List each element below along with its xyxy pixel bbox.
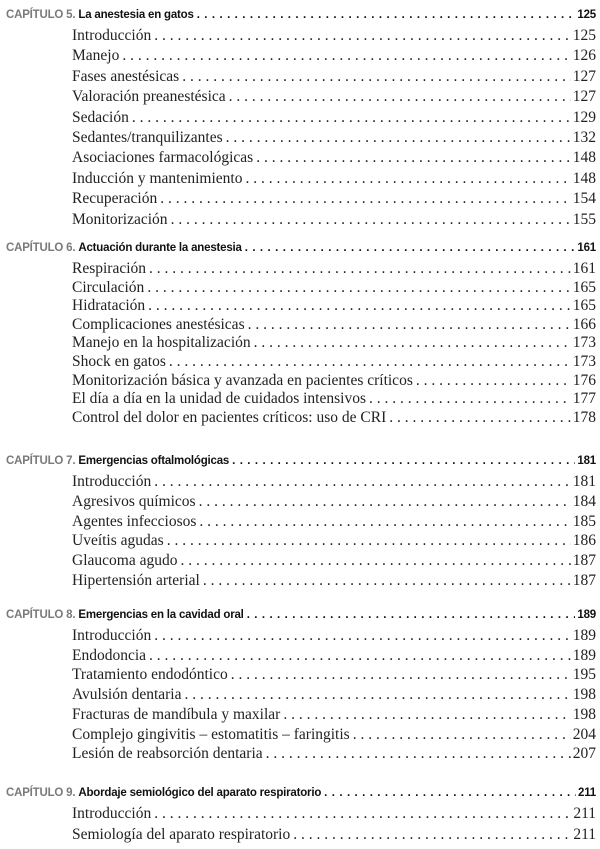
chapter-title: La anestesia en gatos bbox=[78, 9, 194, 21]
entry-page-number: 148 bbox=[572, 149, 596, 167]
entry-page-number: 161 bbox=[572, 260, 596, 277]
dot-leader bbox=[386, 409, 571, 427]
toc-entry[interactable] bbox=[0, 334, 600, 353]
toc-entry[interactable] bbox=[0, 493, 600, 513]
entry-page-number: 181 bbox=[572, 473, 596, 490]
entry-page-number: 207 bbox=[572, 745, 596, 763]
entry-page-number: 165 bbox=[572, 278, 596, 296]
entry-title: Introducción bbox=[72, 473, 152, 490]
dot-leader bbox=[196, 513, 570, 531]
dot-leader bbox=[151, 805, 571, 823]
entry-title: Semiología del aparato respiratorio bbox=[72, 825, 291, 843]
dot-leader bbox=[119, 47, 570, 65]
chapter-page-number: 125 bbox=[577, 9, 596, 21]
chapter-heading[interactable] bbox=[0, 451, 600, 471]
toc-entry[interactable] bbox=[0, 627, 600, 647]
toc-entry[interactable] bbox=[0, 409, 600, 428]
dot-leader bbox=[280, 706, 570, 724]
dot-leader bbox=[157, 190, 571, 208]
dot-leader bbox=[164, 532, 571, 550]
chapter-title: Abordaje semiológico del aparato respiratorio bbox=[78, 787, 322, 799]
entry-page-number: 155 bbox=[572, 210, 596, 228]
entry-page-number: 211 bbox=[573, 805, 596, 822]
entry-title: Sedantes/tranquilizantes bbox=[72, 129, 223, 146]
entry-page-number: 198 bbox=[572, 686, 596, 704]
entry-title: Glaucoma agudo bbox=[72, 552, 178, 570]
entry-title: Avulsión dentaria bbox=[72, 686, 182, 704]
entry-title: Complicaciones anestésicas bbox=[72, 315, 245, 333]
entry-page-number: 185 bbox=[572, 512, 596, 530]
chapter-heading[interactable] bbox=[0, 5, 600, 25]
toc-entry[interactable] bbox=[0, 68, 600, 88]
toc-entry[interactable] bbox=[0, 552, 600, 572]
chapter-section bbox=[0, 783, 600, 843]
dot-leader bbox=[196, 493, 571, 511]
dot-leader bbox=[145, 297, 571, 315]
dot-leader bbox=[146, 260, 571, 278]
chapter-heading[interactable] bbox=[0, 238, 600, 258]
entry-title: Uveítis agudas bbox=[72, 532, 164, 550]
entry-title: Sedación bbox=[72, 108, 129, 126]
toc-entry[interactable] bbox=[0, 88, 600, 108]
toc-entry[interactable] bbox=[0, 513, 600, 533]
chapter-label: CAPÍTULO 6. bbox=[6, 242, 76, 254]
entry-title: Manejo en la hospitalización bbox=[72, 334, 251, 352]
dot-leader bbox=[177, 552, 570, 570]
dot-leader bbox=[229, 451, 575, 471]
entry-title: Tratamiento endodóntico bbox=[72, 666, 228, 684]
chapter-heading[interactable] bbox=[0, 605, 600, 625]
entry-title: Hidratación bbox=[72, 297, 146, 315]
entry-page-number: 148 bbox=[572, 169, 596, 187]
dot-leader bbox=[253, 149, 571, 167]
toc-entry[interactable] bbox=[0, 572, 600, 592]
chapter-heading[interactable] bbox=[0, 783, 600, 803]
dot-leader bbox=[251, 334, 571, 352]
entry-page-number: 177 bbox=[572, 390, 596, 408]
dot-leader bbox=[226, 88, 571, 106]
entry-title: Introducción bbox=[72, 627, 152, 644]
chapter-title: Actuación durante la anestesia bbox=[78, 242, 242, 254]
chapter-page-number: 161 bbox=[577, 242, 596, 254]
dot-leader bbox=[242, 238, 576, 258]
entry-page-number: 204 bbox=[572, 725, 596, 743]
dot-leader bbox=[166, 353, 571, 371]
entry-page-number: 189 bbox=[572, 627, 596, 644]
toc-entry[interactable] bbox=[0, 170, 600, 190]
dot-leader bbox=[179, 68, 571, 86]
entry-title: Fracturas de mandíbula y maxilar bbox=[72, 705, 281, 723]
entry-page-number: 127 bbox=[572, 88, 596, 106]
dot-leader bbox=[181, 686, 570, 704]
entry-title: Control del dolor en pacientes críticos: uso de CRI bbox=[72, 408, 387, 426]
entry-page-number: 195 bbox=[572, 666, 596, 684]
entry-page-number: 127 bbox=[572, 67, 596, 85]
entry-title: Asociaciones farmacológicas bbox=[72, 149, 254, 167]
toc-entry[interactable] bbox=[0, 745, 600, 765]
chapter-label: CAPÍTULO 9. bbox=[6, 787, 76, 799]
entry-title: Agresivos químicos bbox=[72, 492, 196, 510]
chapter-label: CAPÍTULO 7. bbox=[6, 455, 76, 467]
toc-entry[interactable] bbox=[0, 211, 600, 231]
entry-title: El día a día en la unidad de cuidados intensivos bbox=[72, 390, 366, 408]
dot-leader bbox=[129, 109, 571, 127]
entry-page-number: 198 bbox=[572, 705, 596, 723]
entry-title: Fases anestésicas bbox=[72, 67, 180, 85]
chapter-section bbox=[0, 451, 600, 589]
chapter-page-number: 189 bbox=[577, 609, 596, 621]
entry-page-number: 189 bbox=[572, 646, 596, 664]
entry-page-number: 184 bbox=[572, 492, 596, 510]
entry-page-number: 187 bbox=[572, 572, 596, 589]
toc-entry[interactable] bbox=[0, 316, 600, 335]
entry-title: Agentes infecciosos bbox=[72, 512, 197, 530]
entry-title: Circulación bbox=[72, 278, 145, 296]
entry-page-number: 176 bbox=[572, 371, 596, 389]
toc-entry[interactable] bbox=[0, 190, 600, 210]
entry-title: Inducción y mantenimiento bbox=[72, 169, 243, 187]
entry-title: Respiración bbox=[72, 260, 147, 277]
toc-entry[interactable] bbox=[0, 260, 600, 279]
toc-entry[interactable] bbox=[0, 666, 600, 686]
dot-leader bbox=[168, 211, 571, 229]
entry-title: Complejo gingivitis – estomatitis – faringitis bbox=[72, 725, 350, 743]
toc-entry[interactable] bbox=[0, 279, 600, 298]
toc-entry[interactable] bbox=[0, 297, 600, 316]
entry-title: Monitorización bbox=[72, 210, 168, 228]
entry-page-number: 125 bbox=[572, 27, 596, 44]
dot-leader bbox=[228, 666, 571, 684]
dot-leader bbox=[194, 5, 576, 25]
dot-leader bbox=[146, 647, 571, 665]
toc-entry[interactable] bbox=[0, 129, 600, 149]
toc-entry[interactable] bbox=[0, 149, 600, 169]
entry-title: Hipertensión arterial bbox=[72, 572, 200, 589]
entry-page-number: 129 bbox=[572, 108, 596, 126]
dot-leader bbox=[413, 372, 571, 390]
entry-title: Endodoncia bbox=[72, 646, 147, 664]
entry-title: Introducción bbox=[72, 27, 152, 44]
dot-leader bbox=[144, 279, 570, 297]
toc-entry[interactable] bbox=[0, 686, 600, 706]
dot-leader bbox=[263, 745, 571, 763]
entry-title: Recuperación bbox=[72, 190, 158, 208]
chapter-section bbox=[0, 5, 600, 228]
dot-leader bbox=[290, 826, 571, 844]
chapter-page-number: 181 bbox=[577, 455, 596, 467]
dot-leader bbox=[200, 572, 571, 590]
entry-page-number: 178 bbox=[572, 408, 596, 426]
entry-page-number: 132 bbox=[572, 129, 596, 146]
toc-entry[interactable] bbox=[0, 706, 600, 726]
entry-title: Manejo bbox=[72, 47, 120, 65]
entry-page-number: 126 bbox=[572, 47, 596, 65]
chapter-title: Emergencias en la cavidad oral bbox=[78, 609, 244, 621]
chapter-page-number: 211 bbox=[578, 787, 596, 799]
entry-title: Shock en gatos bbox=[72, 353, 166, 370]
entry-title: Introducción bbox=[72, 805, 152, 822]
toc-entry[interactable] bbox=[0, 390, 600, 409]
entry-title: Valoración preanestésica bbox=[72, 88, 226, 106]
entry-page-number: 173 bbox=[572, 334, 596, 352]
chapter-label: CAPÍTULO 8. bbox=[6, 609, 76, 621]
dot-leader bbox=[350, 726, 571, 744]
entry-title: Lesión de reabsorción dentaria bbox=[72, 745, 263, 763]
entry-page-number: 173 bbox=[572, 353, 596, 370]
dot-leader bbox=[321, 783, 576, 803]
dot-leader bbox=[223, 129, 571, 147]
dot-leader bbox=[151, 627, 571, 645]
toc-entry[interactable] bbox=[0, 353, 600, 372]
dot-leader bbox=[244, 605, 576, 625]
chapter-title: Emergencias oftalmológicas bbox=[78, 455, 230, 467]
toc-entry[interactable] bbox=[0, 47, 600, 67]
toc-entry[interactable] bbox=[0, 27, 600, 47]
toc-entry[interactable] bbox=[0, 109, 600, 129]
entry-page-number: 165 bbox=[572, 297, 596, 315]
entry-page-number: 187 bbox=[572, 552, 596, 570]
entry-page-number: 186 bbox=[572, 532, 596, 550]
dot-leader bbox=[151, 27, 571, 45]
toc-entry[interactable] bbox=[0, 372, 600, 391]
entry-page-number: 154 bbox=[572, 190, 596, 208]
dot-leader bbox=[151, 473, 571, 491]
toc-entry[interactable] bbox=[0, 805, 600, 826]
toc-entry[interactable] bbox=[0, 726, 600, 746]
entry-title: Monitorización básica y avanzada en pacientes críticos bbox=[72, 371, 413, 389]
toc-entry[interactable] bbox=[0, 532, 600, 552]
chapter-label: CAPÍTULO 5. bbox=[6, 9, 76, 21]
chapter-section bbox=[0, 238, 600, 426]
toc-entry[interactable] bbox=[0, 826, 600, 847]
toc-entry[interactable] bbox=[0, 647, 600, 667]
entry-page-number: 166 bbox=[572, 315, 596, 333]
dot-leader bbox=[245, 316, 571, 334]
toc-entry[interactable] bbox=[0, 473, 600, 493]
chapter-section bbox=[0, 605, 600, 763]
entry-page-number: 211 bbox=[573, 825, 596, 843]
dot-leader bbox=[366, 390, 571, 408]
dot-leader bbox=[242, 170, 570, 188]
